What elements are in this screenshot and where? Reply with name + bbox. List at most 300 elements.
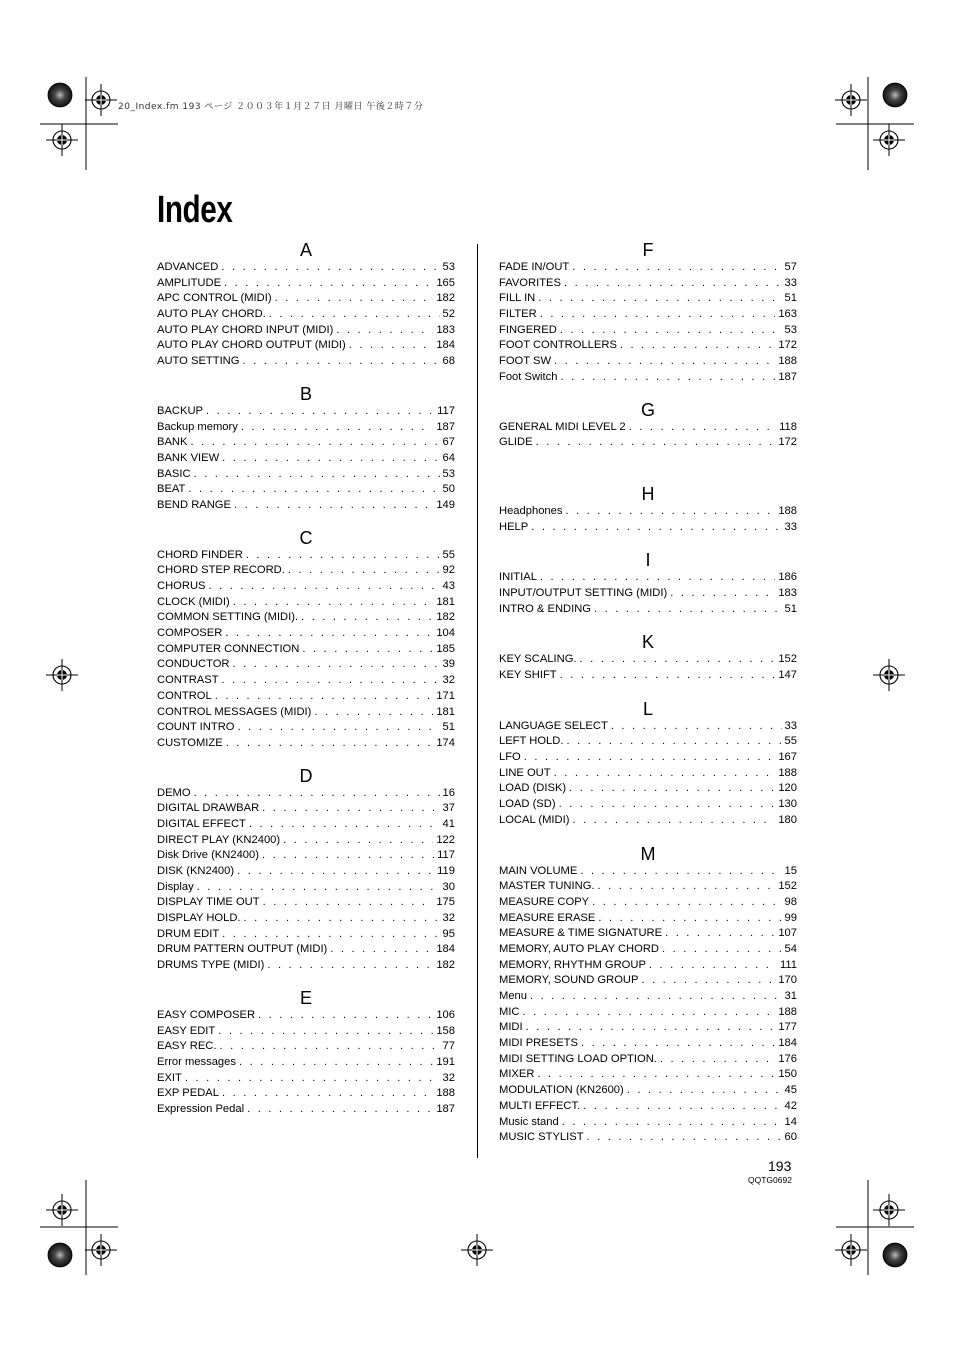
index-entry: [157, 1024, 455, 1040]
index-entry: [499, 586, 797, 602]
entry-term: LEFT HOLD.: [499, 735, 564, 748]
dot-leader: [537, 1067, 775, 1083]
entry-term: Headphones: [499, 504, 563, 517]
index-entry: [157, 626, 455, 642]
entry-term: LOCAL (MIDI): [499, 813, 570, 826]
dot-leader: [233, 657, 440, 673]
dot-leader: [234, 498, 433, 514]
entry-page: 51: [784, 292, 797, 305]
entry-page: 183: [436, 323, 455, 336]
index-entry: [499, 570, 797, 586]
entry-page: 32: [442, 674, 455, 687]
index-section: [157, 528, 455, 752]
dot-leader: [222, 927, 439, 943]
dot-leader: [620, 338, 775, 354]
index-entry: [157, 338, 455, 354]
entry-term: MEMORY, AUTO PLAY CHORD: [499, 942, 659, 955]
index-entry: [499, 668, 797, 684]
entry-page: 53: [442, 261, 455, 273]
entry-page: 107: [778, 927, 797, 940]
entry-page: 95: [442, 927, 455, 940]
index-entry: [499, 1130, 797, 1146]
dot-leader: [523, 1005, 776, 1021]
entry-page: 33: [784, 719, 797, 732]
entry-term: EASY REC.: [157, 1040, 217, 1053]
entry-term: DRUMS TYPE (MIDI): [157, 959, 265, 972]
dot-leader: [349, 338, 434, 354]
index-entry: [499, 781, 797, 797]
entry-page: 187: [778, 370, 797, 383]
index-entry: [499, 291, 797, 307]
entry-term: MUSIC STYLIST: [499, 1131, 584, 1144]
entry-page: 54: [784, 942, 797, 955]
entry-list: [499, 260, 797, 386]
dot-leader: [580, 652, 776, 668]
entry-page: 55: [442, 548, 455, 561]
index-entry: [499, 864, 797, 880]
entry-term: Disk Drive (KN2400): [157, 849, 259, 862]
entry-page: 149: [436, 498, 455, 511]
dot-leader: [222, 673, 440, 689]
index-entry: [157, 895, 455, 911]
index-entry: [499, 911, 797, 927]
index-entry: [157, 1008, 455, 1024]
index-entry: [499, 766, 797, 782]
index-entry: [499, 370, 797, 386]
dot-leader: [583, 1099, 781, 1115]
entry-term: FAVORITES: [499, 276, 561, 289]
dot-leader: [215, 689, 434, 705]
index-entry: [157, 451, 455, 467]
section-letter: I: [645, 550, 651, 571]
entry-page: 53: [442, 467, 455, 480]
entry-page: 184: [436, 339, 455, 352]
index-section: [499, 699, 797, 829]
index-entry: [157, 354, 455, 370]
dot-leader: [218, 1024, 433, 1040]
index-entry: [157, 563, 455, 579]
dot-leader: [580, 864, 781, 880]
section-letter: A: [299, 240, 312, 260]
entry-page: 187: [436, 1102, 455, 1115]
index-entry: [499, 750, 797, 766]
dot-leader: [197, 880, 440, 896]
entry-term: DISK (KN2400): [157, 865, 235, 877]
dot-leader: [249, 817, 440, 833]
index-entry: [157, 548, 455, 564]
index-entry: [499, 504, 797, 520]
entry-term: BACKUP: [157, 404, 204, 417]
index-entry: [499, 420, 797, 436]
index-entry: [499, 354, 797, 370]
index-entry: [157, 1102, 455, 1118]
entry-term: DEMO: [157, 786, 191, 799]
index-entry: [499, 276, 797, 292]
entry-page: 191: [436, 1055, 455, 1068]
entry-page: 32: [442, 912, 455, 925]
index-entry: [499, 1099, 797, 1115]
index-entry: [499, 973, 797, 989]
index-section: [499, 240, 797, 386]
entry-list: [499, 652, 797, 683]
entry-page: 165: [436, 276, 455, 289]
entry-page: 117: [437, 404, 455, 417]
entry-page: 60: [784, 1131, 797, 1144]
dot-leader: [242, 354, 439, 370]
dot-leader: [530, 989, 782, 1005]
dot-leader: [224, 276, 433, 292]
index-section: [157, 988, 455, 1118]
section-letter: G: [640, 399, 655, 420]
dot-leader: [660, 1052, 775, 1068]
dot-leader: [540, 570, 775, 586]
dot-leader: [565, 504, 775, 520]
index-entry: [157, 864, 455, 880]
entry-term: MEMORY, SOUND GROUP: [499, 974, 639, 987]
entry-term: MIDI PRESETS: [499, 1037, 578, 1050]
entry-list: [499, 504, 797, 535]
dot-leader: [262, 848, 434, 864]
entry-term: Menu: [499, 990, 527, 1002]
entry-page: 184: [778, 1037, 797, 1050]
index-entry: [157, 720, 455, 736]
section-letter: C: [299, 527, 313, 548]
index-section: [157, 384, 455, 514]
entry-page: 182: [436, 959, 455, 972]
entry-page: 184: [436, 943, 455, 956]
entry-term: FINGERED: [499, 323, 557, 336]
entry-page: 158: [436, 1024, 455, 1037]
entry-page: 186: [778, 571, 797, 584]
entry-term: CLOCK (MIDI): [157, 595, 230, 608]
entry-page: 68: [442, 355, 455, 368]
entry-page: 117: [437, 849, 455, 862]
index-column-left: [157, 240, 455, 1118]
entry-page: 174: [436, 736, 455, 749]
entry-page: 39: [442, 658, 455, 671]
entry-term: MIDI SETTING LOAD OPTION.: [499, 1052, 657, 1065]
index-column-right: [499, 240, 797, 1146]
entry-page: 167: [778, 751, 797, 764]
entry-page: 147: [778, 669, 797, 681]
entry-page: 106: [436, 1008, 455, 1021]
entry-term: MIDI: [499, 1021, 523, 1034]
section-letter: H: [641, 483, 655, 504]
dot-leader: [267, 958, 433, 974]
index-entry: [499, 719, 797, 735]
entry-term: DRUM EDIT: [157, 927, 220, 940]
entry-page: 182: [436, 611, 455, 624]
index-entry: [157, 579, 455, 595]
entry-term: HELP: [499, 520, 529, 533]
section-letter: B: [299, 383, 312, 404]
dot-leader: [275, 291, 434, 307]
entry-page: 14: [784, 1115, 797, 1128]
entry-page: 51: [784, 602, 797, 615]
dot-leader: [222, 451, 439, 467]
dot-leader: [208, 579, 439, 595]
dot-leader: [670, 586, 775, 602]
dot-leader: [247, 1102, 433, 1118]
entry-term: ADVANCED: [157, 261, 219, 273]
entry-term: INITIAL: [499, 571, 537, 584]
dot-leader: [190, 435, 439, 451]
entry-term: AUTO PLAY CHORD.: [157, 308, 266, 321]
dot-leader: [598, 879, 776, 895]
index-entry: [157, 1071, 455, 1087]
index-entry: [499, 797, 797, 813]
index-entry: [157, 420, 455, 436]
section-letter: D: [299, 765, 313, 786]
entry-page: 176: [778, 1052, 797, 1065]
dot-leader: [283, 833, 433, 849]
entry-page: 51: [442, 721, 455, 734]
index-entry: [157, 942, 455, 958]
entry-page: 99: [784, 911, 797, 924]
index-entry: [499, 1052, 797, 1068]
entry-page: 187: [436, 420, 455, 433]
index-entry: [499, 1067, 797, 1083]
index-entry: [499, 989, 797, 1005]
dot-leader: [581, 1036, 775, 1052]
index-entry: [157, 927, 455, 943]
dot-leader: [314, 705, 433, 721]
entry-term: APC CONTROL (MIDI): [157, 292, 272, 305]
entry-page: 57: [784, 261, 797, 273]
entry-page: 55: [784, 735, 797, 748]
index-entry: [157, 610, 455, 626]
dot-leader: [526, 1020, 776, 1036]
entry-term: FILL IN: [499, 292, 536, 305]
dot-leader: [592, 895, 781, 911]
index-section: [157, 766, 455, 974]
dot-leader: [263, 895, 434, 911]
dot-leader: [594, 602, 782, 618]
entry-page: 181: [436, 705, 455, 718]
entry-term: LOAD (DISK): [499, 782, 567, 795]
dot-leader: [222, 1086, 433, 1102]
entry-page: 119: [437, 865, 455, 877]
entry-term: KEY SHIFT: [499, 669, 557, 681]
entry-term: INPUT/OUTPUT SETTING (MIDI): [499, 586, 668, 599]
entry-term: BEAT: [157, 483, 186, 496]
column-divider: [477, 244, 478, 1158]
index-entry: [157, 786, 455, 802]
entry-page: 67: [442, 436, 455, 449]
dot-leader: [288, 563, 440, 579]
entry-term: MEASURE COPY: [499, 895, 590, 908]
dot-leader: [540, 307, 776, 323]
entry-term: CUSTOMIZE: [157, 736, 223, 749]
entry-term: CHORD STEP RECORD.: [157, 564, 285, 577]
entry-term: INTRO & ENDING: [499, 602, 591, 615]
entry-page: 172: [778, 339, 797, 352]
entry-list: [157, 260, 455, 370]
dot-leader: [246, 548, 440, 564]
dot-leader: [572, 260, 781, 276]
entry-page: 122: [436, 833, 455, 846]
index-entry: [157, 435, 455, 451]
entry-page: 98: [784, 895, 797, 908]
entry-term: MIC: [499, 1005, 520, 1018]
page-number: 193: [768, 1158, 792, 1174]
entry-term: COMMON SETTING (MIDI).: [157, 611, 299, 624]
index-entry: [157, 958, 455, 974]
entry-list: [499, 719, 797, 829]
entry-term: CONDUCTOR: [157, 658, 230, 671]
dot-leader: [225, 626, 433, 642]
document-code: QQTG0692: [748, 1175, 792, 1185]
dot-leader: [330, 942, 433, 958]
dot-leader: [241, 420, 434, 436]
entry-term: COMPOSER: [157, 627, 223, 640]
entry-page: 180: [778, 813, 797, 826]
entry-term: EASY EDIT: [157, 1024, 216, 1037]
entry-term: BANK: [157, 436, 188, 449]
section-letter: L: [642, 698, 653, 719]
index-entry: [157, 467, 455, 483]
entry-term: AUTO PLAY CHORD OUTPUT (MIDI): [157, 339, 346, 352]
entry-page: 188: [436, 1087, 455, 1100]
index-entry: [499, 435, 797, 451]
index-entry: [499, 1083, 797, 1099]
entry-term: EXIT: [157, 1071, 182, 1084]
entry-term: BEND RANGE: [157, 498, 231, 511]
entry-page: 163: [778, 308, 797, 321]
index-entry: [157, 657, 455, 673]
entry-page: 150: [778, 1068, 797, 1081]
entry-page: 183: [778, 586, 797, 599]
entry-page: 120: [778, 782, 797, 795]
index-entry: [157, 1055, 455, 1071]
index-entry: [499, 338, 797, 354]
index-entry: [499, 1005, 797, 1021]
index-entry: [157, 595, 455, 611]
dot-leader: [649, 958, 777, 974]
index-entry: [157, 911, 455, 927]
entry-page: 33: [784, 520, 797, 533]
entry-term: FILTER: [499, 308, 537, 321]
dot-leader: [564, 276, 782, 292]
index-entry: [499, 942, 797, 958]
entry-term: DIRECT PLAY (KN2400): [157, 833, 281, 846]
index-section: [499, 632, 797, 683]
dot-leader: [554, 354, 775, 370]
index-entry: [499, 958, 797, 974]
entry-term: Music stand: [499, 1115, 559, 1128]
index-entry: [499, 895, 797, 911]
entry-term: FOOT CONTROLLERS: [499, 339, 617, 352]
dot-leader: [538, 291, 781, 307]
entry-page: 37: [442, 802, 455, 815]
entry-term: EXP PEDAL: [157, 1087, 219, 1100]
dot-leader: [560, 668, 776, 684]
dot-leader: [301, 610, 433, 626]
entry-term: MODULATION (KN2600): [499, 1084, 624, 1097]
entry-list: [499, 570, 797, 617]
index-entry: [157, 260, 455, 276]
index-entry: [157, 673, 455, 689]
entry-page: 171: [436, 689, 455, 702]
entry-page: 172: [778, 436, 797, 449]
index-entry: [499, 652, 797, 668]
index-section: [157, 240, 455, 370]
entry-term: MEMORY, RHYTHM GROUP: [499, 958, 646, 971]
entry-term: COMPUTER CONNECTION: [157, 642, 300, 655]
dot-leader: [226, 736, 434, 752]
entry-term: CHORUS: [157, 580, 206, 592]
entry-page: 33: [784, 276, 797, 289]
entry-term: MEASURE ERASE: [499, 911, 596, 924]
dot-leader: [562, 1115, 782, 1131]
index-entry: [157, 276, 455, 292]
entry-term: Error messages: [157, 1055, 236, 1068]
entry-list: [157, 786, 455, 974]
dot-leader: [566, 734, 781, 750]
entry-term: DIGITAL DRAWBAR: [157, 802, 260, 815]
dot-leader: [262, 801, 439, 817]
dot-leader: [258, 1008, 433, 1024]
entry-page: 188: [778, 355, 797, 368]
entry-term: FADE IN/OUT: [499, 261, 570, 273]
entry-term: KEY SCALING.: [499, 653, 577, 666]
entry-term: DISPLAY HOLD.: [157, 912, 241, 925]
index-entry: [499, 734, 797, 750]
dot-leader: [572, 813, 775, 829]
dot-leader: [554, 766, 776, 782]
index-entry: [499, 926, 797, 942]
entry-term: CONTROL MESSAGES (MIDI): [157, 705, 312, 718]
entry-page: 152: [778, 653, 797, 666]
dot-leader: [194, 467, 440, 483]
entry-term: LOAD (SD): [499, 798, 556, 811]
file-header-line: 20_Index.fm 193 ページ ２００３年１月２７日 月曜日 午後２時７分: [118, 102, 424, 112]
entry-page: 104: [436, 627, 455, 640]
index-entry: [157, 307, 455, 323]
index-entry: [157, 705, 455, 721]
dot-leader: [237, 720, 439, 736]
entry-page: 185: [436, 642, 455, 655]
entry-page: 77: [442, 1040, 455, 1053]
entry-term: GLIDE: [499, 436, 533, 449]
entry-page: 170: [778, 974, 797, 987]
entry-page: 16: [442, 786, 455, 799]
entry-page: 52: [442, 308, 455, 321]
entry-term: MASTER TUNING.: [499, 880, 595, 893]
entry-term: Foot Switch: [499, 370, 558, 383]
index-entry: [157, 291, 455, 307]
entry-page: 31: [784, 990, 797, 1002]
entry-page: 50: [442, 483, 455, 496]
entry-term: AUTO SETTING: [157, 355, 240, 368]
entry-page: 130: [778, 798, 797, 811]
entry-list: [157, 404, 455, 514]
index-entry: [157, 736, 455, 752]
entry-term: LFO: [499, 751, 521, 764]
dot-leader: [221, 260, 439, 276]
dot-leader: [188, 482, 439, 498]
entry-page: 182: [436, 292, 455, 305]
dot-leader: [244, 911, 440, 927]
entry-term: CHORD FINDER: [157, 548, 243, 561]
entry-term: DISPLAY TIME OUT: [157, 896, 260, 909]
page-title: Index: [157, 189, 233, 231]
entry-term: FOOT SW: [499, 355, 551, 368]
entry-term: LANGUAGE SELECT: [499, 719, 608, 732]
entry-term: DRUM PATTERN OUTPUT (MIDI): [157, 943, 328, 956]
entry-page: 53: [784, 323, 797, 336]
entry-list: [499, 420, 797, 451]
